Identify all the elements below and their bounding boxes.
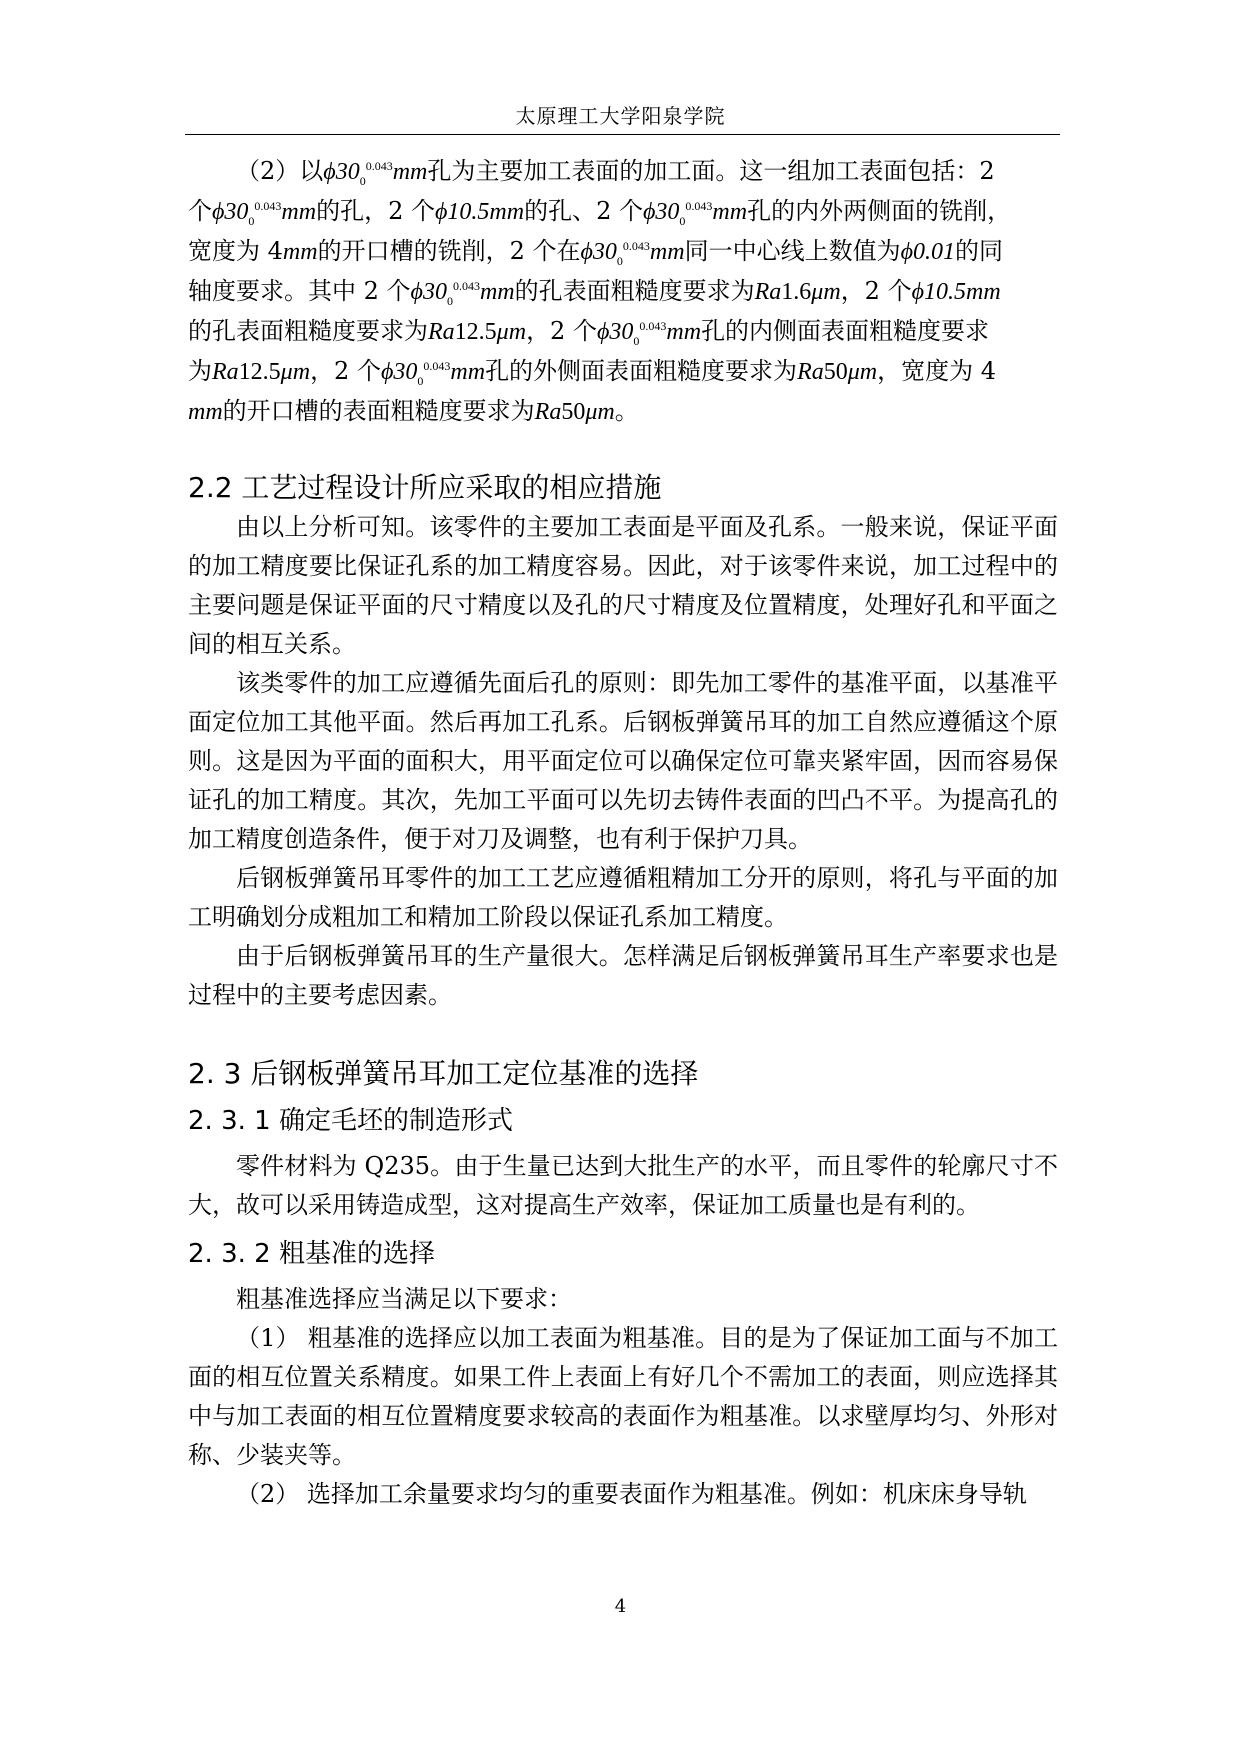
text-run: 孔的内外两侧面的铣削， <box>747 197 1012 225</box>
page-number: 4 <box>614 1596 627 1617</box>
text-run: 的孔、2 个 <box>524 197 643 225</box>
text-run: 同一中心线上数值为 <box>684 237 901 265</box>
text-run: 的孔表面粗糙度要求为 <box>514 277 755 305</box>
page-content <box>188 152 1058 1514</box>
dimension-phi30: $\phi 30_0^{0.043}mm$ <box>410 279 515 308</box>
paragraph: 由以上分析可知。该零件的主要加工表面是平面及孔系。一般来说，保证平面的加工精度要比保证孔系的加工精度容易。因此，对于该零件来说，加工过程中的主要问题是保证平面的尺寸精度以及孔的尺寸精度及位置精度，处理好孔和平面之间的相互关系。 <box>188 513 1058 658</box>
text-run: ，2 个 <box>310 357 381 385</box>
text-run: ，2 个 <box>840 277 912 305</box>
roughness-ra1-6: Ra1.6μm <box>754 279 841 305</box>
paragraph: 粗基准选择应当满足以下要求： <box>236 1285 572 1313</box>
paragraph-machining-surfaces <box>188 152 1058 432</box>
coaxiality-value: ϕ0.01 <box>900 239 955 265</box>
text-run: 的开口槽的表面粗糙度要求为 <box>222 397 535 425</box>
header-rule <box>185 134 1060 135</box>
text-run: 孔的内侧面表面粗糙度要求 <box>701 317 990 345</box>
text-run: ，宽度为 4 <box>877 357 997 385</box>
text-run: （2）以 <box>236 157 324 185</box>
text-run: 的开口槽的铣削，2 个在 <box>317 237 581 265</box>
text-run: 为 <box>188 357 212 385</box>
text-run: 孔为主要加工表面的加工面。这一组加工表面包括：2 <box>427 157 995 185</box>
text-run: 个 <box>188 197 212 225</box>
section-heading-2-2: 2.2 工艺过程设计所应采取的相应措施 <box>188 471 662 504</box>
paragraph: 该类零件的加工应遵循先面后孔的原则：即先加工零件的基准平面，以基准平面定位加工其他平面。然后再加工孔系。后钢板弹簧吊耳的加工自然应遵循这个原则。这是因为平面的面积大，用平面定位可以确保定位可靠夹紧牢固，因而容易保证孔的加工精度。其次，先加工平面可以先切去铸件表面的凹凸不平。为提高孔的加工精度创造条件，便于对刀及调整，也有利于保护刀具。 <box>188 669 1058 853</box>
text-run: 。 <box>614 397 639 425</box>
text-run: 轴度要求。其中 2 个 <box>188 277 411 305</box>
dimension-phi30: $\phi 30_0^{0.043}mm$ <box>643 199 748 228</box>
text-run: 的孔，2 个 <box>316 197 435 225</box>
dimension-phi30: $\phi 30_0^{0.043}mm$ <box>212 199 317 228</box>
paragraph: 零件材料为 Q235。由于生量已达到大批生产的水平，而且零件的轮廓尺寸不大，故可以采用铸造成型，这对提高生产效率，保证加工质量也是有利的。 <box>188 1152 1058 1219</box>
subsection-heading-2-3-1: 2. 3. 1 确定毛坯的制造形式 <box>188 1106 513 1136</box>
dimension-phi30: $\phi 30_0^{0.043}mm$ <box>580 239 685 268</box>
dimension-phi30: $\phi 30_0^{0.043}mm$ <box>596 319 702 348</box>
roughness-ra12-5: Ra12.5μm <box>428 319 527 345</box>
roughness-ra50: Ra50μm <box>797 359 878 385</box>
dimension-phi30: $\phi 30_0^{0.043}mm$ <box>380 359 486 388</box>
text-run: 宽度为 4 <box>188 237 283 265</box>
section-heading-2-3: 2. 3 后钢板弹簧吊耳加工定位基准的选择 <box>188 1057 699 1090</box>
text-run: ，2 个 <box>526 317 597 345</box>
paragraph: 后钢板弹簧吊耳零件的加工工艺应遵循粗精加工分开的原则，将孔与平面的加工明确划分成粗加工和精加工阶段以保证孔系加工精度。 <box>188 864 1058 931</box>
text-run: 的同 <box>955 237 1003 265</box>
text-run: 的孔表面粗糙度要求为 <box>188 317 428 345</box>
dimension-phi10-5: ϕ10.5mm <box>911 279 1001 305</box>
dimension-phi10-5: ϕ10.5mm <box>435 199 525 225</box>
dimension-phi30: $\phi 30_0^{0.043}mm$ <box>323 159 428 188</box>
page-header: 太原理工大学阳泉学院 <box>515 104 726 128</box>
roughness-ra50: Ra50μm <box>534 399 615 425</box>
roughness-ra12-5: Ra12.5μm <box>212 359 311 385</box>
subsection-heading-2-3-2: 2. 3. 2 粗基准的选择 <box>188 1239 435 1269</box>
list-item: （1） 粗基准的选择应以加工表面为粗基准。目的是为了保证加工面与不加工面的相互位置关系精度。如果工件上表面上有好几个不需加工的表面，则应选择其中与加工表面的相互位置精度要求较高的表面作为粗基准。以求壁厚均匀、外形对称、少装夹等。 <box>188 1324 1058 1469</box>
unit-mm: mm <box>282 239 318 265</box>
paragraph: 由于后钢板弹簧吊耳的生产量很大。怎样满足后钢板弹簧吊耳生产率要求也是过程中的主要考虑因素。 <box>188 942 1058 1009</box>
text-run: 孔的外侧面表面粗糙度要求为 <box>485 357 798 385</box>
unit-mm: mm <box>188 399 223 425</box>
list-item: （2） 选择加工余量要求均匀的重要表面作为粗基准。例如：机床床身导轨 <box>236 1480 1027 1508</box>
